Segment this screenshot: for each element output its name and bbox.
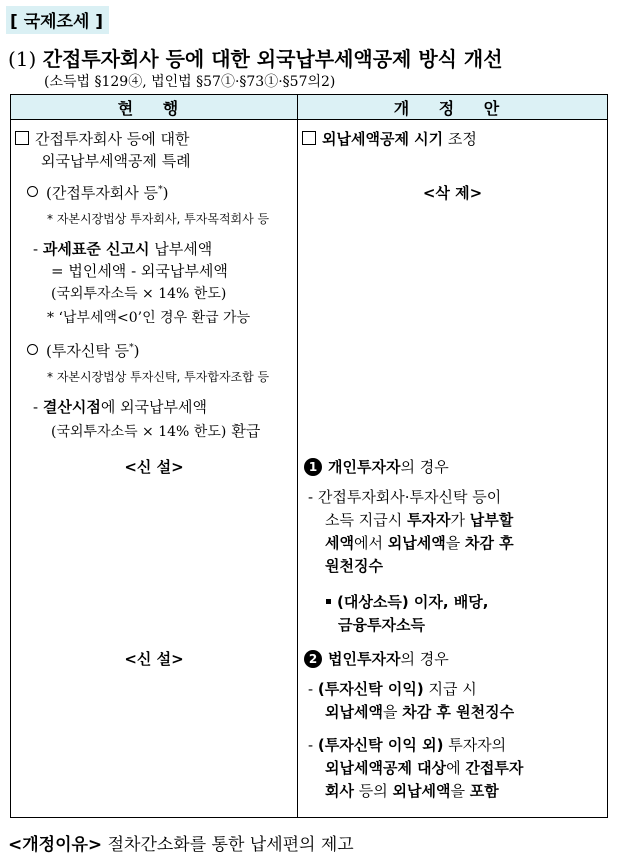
proposed-heading: 외납세액공제 시기 조정 xyxy=(302,128,477,149)
page-title xyxy=(8,43,503,72)
proposed-item2: 2 법인투자자의 경우 xyxy=(304,648,449,669)
current-new2: <신 설> xyxy=(124,650,184,668)
current-heading-line2: 외국납부세액공제 특례 xyxy=(41,152,191,170)
page-subtitle: (소득법 §129④, 법인법 §57①·§73①·§57의2) xyxy=(44,74,336,90)
current-item1-limit: (국외투자소득 × 14% 한도) xyxy=(51,286,227,302)
proposed-item2-a1: - (투자신탁 이익) 지급 시 xyxy=(308,680,477,698)
proposed-item2-b1: - (투자신탁 이익 외) 투자자의 xyxy=(308,736,507,754)
current-heading: 간접투자회사 등에 대한 xyxy=(15,128,189,149)
proposed-column xyxy=(298,120,608,818)
proposed-item1-line2: 소득 지급시 투자자가 납부할 xyxy=(325,511,514,529)
proposed-deleted: <삭 제> xyxy=(422,184,483,202)
proposed-item1-sub2: 금융투자소득 xyxy=(338,616,425,634)
current-item1-detail: - 과세표준 신고시 납부세액 xyxy=(33,240,213,258)
proposed-item2-a2: 외납세액을 차감 후 원천징수 xyxy=(325,703,515,721)
current-item1-note: * 자본시장법상 투자회사, 투자목적회사 등 xyxy=(47,212,270,226)
current-item2: (투자신탁 등*) xyxy=(27,340,139,361)
current-item2-note: * 자본시장법상 투자신탁, 투자합자조합 등 xyxy=(47,370,270,384)
title-text: 간접투자회사 등에 대한 외국납부세액공제 방식 개선 xyxy=(42,47,503,71)
checkbox-square-icon xyxy=(302,131,316,145)
proposed-item1-line1: - 간접투자회사·투자신탁 등이 xyxy=(308,488,502,506)
number-2-icon: 2 xyxy=(304,650,322,668)
circle-bullet-icon xyxy=(27,344,38,355)
proposed-item1: 1 개인투자자의 경우 xyxy=(304,456,449,477)
current-item1-note2: * ‘납부세액<0’인 경우 환급 가능 xyxy=(47,310,251,326)
revision-reason: <개정이유> 절차간소화를 통한 납세편의 제고 xyxy=(8,835,354,855)
header-current: 현 행 xyxy=(11,95,298,120)
section-tag: [ 국제조세 ] xyxy=(6,6,109,34)
square-bullet-icon xyxy=(326,599,331,604)
current-new1: <신 설> xyxy=(124,458,184,476)
proposed-item2-b3: 회사 등의 외납세액을 포함 xyxy=(325,782,499,800)
current-item1-formula: = 법인세액 - 외국납부세액 xyxy=(51,262,228,280)
proposed-item1-line4: 원천징수 xyxy=(325,557,383,575)
checkbox-square-icon xyxy=(15,131,29,145)
proposed-item1-sub: (대상소득) 이자, 배당, xyxy=(326,591,488,612)
current-column xyxy=(11,120,298,818)
current-item1: (간접투자회사 등*) xyxy=(27,182,168,203)
title-number: (1) xyxy=(8,47,37,71)
header-proposed: 개 정 안 xyxy=(298,95,608,120)
proposed-item1-line3: 세액에서 외납세액을 차감 후 xyxy=(325,534,514,552)
proposed-item2-b2: 외납세액공제 대상에 간접투자 xyxy=(325,759,524,777)
number-1-icon: 1 xyxy=(304,458,322,476)
circle-bullet-icon xyxy=(27,186,38,197)
current-item2-limit: (국외투자소득 × 14% 한도) 환급 xyxy=(51,422,261,440)
comparison-table xyxy=(10,94,608,818)
current-item2-detail: - 결산시점에 외국납부세액 xyxy=(33,398,208,416)
